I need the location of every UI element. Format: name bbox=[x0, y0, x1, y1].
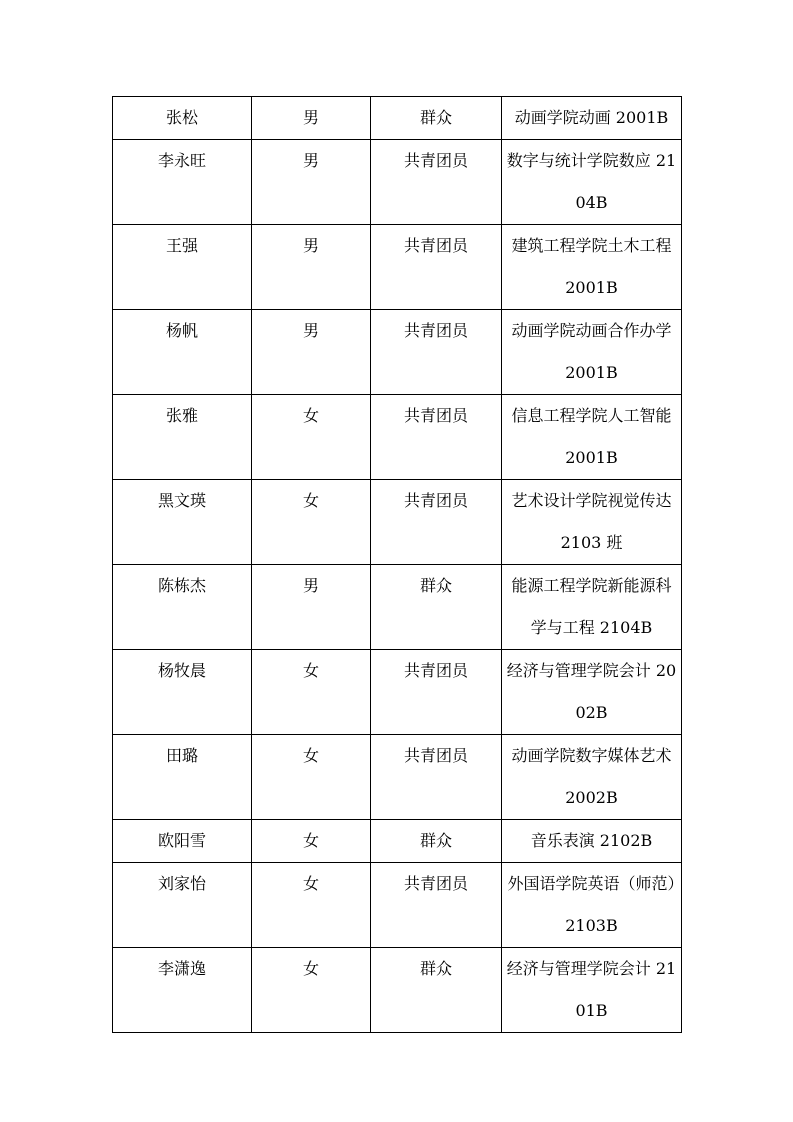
gender-cell: 男 bbox=[252, 565, 371, 650]
table-row bbox=[113, 310, 682, 395]
political-status-cell: 共青团员 bbox=[371, 480, 502, 565]
political-status-cell: 群众 bbox=[371, 820, 502, 863]
class-cell: 音乐表演 2102B bbox=[502, 820, 682, 863]
name-cell: 李永旺 bbox=[113, 140, 252, 225]
name-cell: 刘家怡 bbox=[113, 863, 252, 948]
gender-cell: 女 bbox=[252, 863, 371, 948]
class-cell: 艺术设计学院视觉传达 2103 班 bbox=[502, 480, 682, 565]
political-status-cell: 群众 bbox=[371, 565, 502, 650]
table-row bbox=[113, 565, 682, 650]
political-status-cell: 共青团员 bbox=[371, 735, 502, 820]
name-cell: 陈栋杰 bbox=[113, 565, 252, 650]
gender-cell: 女 bbox=[252, 480, 371, 565]
table-row bbox=[113, 395, 682, 480]
class-cell: 动画学院动画 2001B bbox=[502, 97, 682, 140]
class-cell: 信息工程学院人工智能 2001B bbox=[502, 395, 682, 480]
gender-cell: 男 bbox=[252, 310, 371, 395]
class-cell: 能源工程学院新能源科学与工程 2104B bbox=[502, 565, 682, 650]
class-cell: 数字与统计学院数应 2104B bbox=[502, 140, 682, 225]
name-cell: 田璐 bbox=[113, 735, 252, 820]
name-cell: 黑文瑛 bbox=[113, 480, 252, 565]
political-status-cell: 共青团员 bbox=[371, 650, 502, 735]
political-status-cell: 共青团员 bbox=[371, 225, 502, 310]
table-row bbox=[113, 863, 682, 948]
class-cell: 经济与管理学院会计 2002B bbox=[502, 650, 682, 735]
gender-cell: 女 bbox=[252, 650, 371, 735]
table-row bbox=[113, 97, 682, 140]
table-row bbox=[113, 948, 682, 1033]
table-row bbox=[113, 480, 682, 565]
gender-cell: 男 bbox=[252, 225, 371, 310]
name-cell: 杨帆 bbox=[113, 310, 252, 395]
political-status-cell: 共青团员 bbox=[371, 310, 502, 395]
political-status-cell: 群众 bbox=[371, 97, 502, 140]
name-cell: 欧阳雪 bbox=[113, 820, 252, 863]
gender-cell: 女 bbox=[252, 948, 371, 1033]
gender-cell: 女 bbox=[252, 395, 371, 480]
political-status-cell: 共青团员 bbox=[371, 140, 502, 225]
member-table-body bbox=[113, 97, 682, 1033]
table-row bbox=[113, 225, 682, 310]
gender-cell: 女 bbox=[252, 820, 371, 863]
gender-cell: 男 bbox=[252, 140, 371, 225]
name-cell: 张雅 bbox=[113, 395, 252, 480]
gender-cell: 女 bbox=[252, 735, 371, 820]
name-cell: 杨牧晨 bbox=[113, 650, 252, 735]
table-row bbox=[113, 820, 682, 863]
class-cell: 动画学院数字媒体艺术 2002B bbox=[502, 735, 682, 820]
table-row bbox=[113, 650, 682, 735]
member-table bbox=[112, 96, 682, 1033]
table-row bbox=[113, 735, 682, 820]
political-status-cell: 共青团员 bbox=[371, 863, 502, 948]
table-row bbox=[113, 140, 682, 225]
class-cell: 建筑工程学院土木工程 2001B bbox=[502, 225, 682, 310]
name-cell: 李潇逸 bbox=[113, 948, 252, 1033]
name-cell: 王强 bbox=[113, 225, 252, 310]
class-cell: 经济与管理学院会计 2101B bbox=[502, 948, 682, 1033]
political-status-cell: 共青团员 bbox=[371, 395, 502, 480]
class-cell: 动画学院动画合作办学 2001B bbox=[502, 310, 682, 395]
political-status-cell: 群众 bbox=[371, 948, 502, 1033]
gender-cell: 男 bbox=[252, 97, 371, 140]
class-cell: 外国语学院英语（师范）2103B bbox=[502, 863, 682, 948]
name-cell: 张松 bbox=[113, 97, 252, 140]
